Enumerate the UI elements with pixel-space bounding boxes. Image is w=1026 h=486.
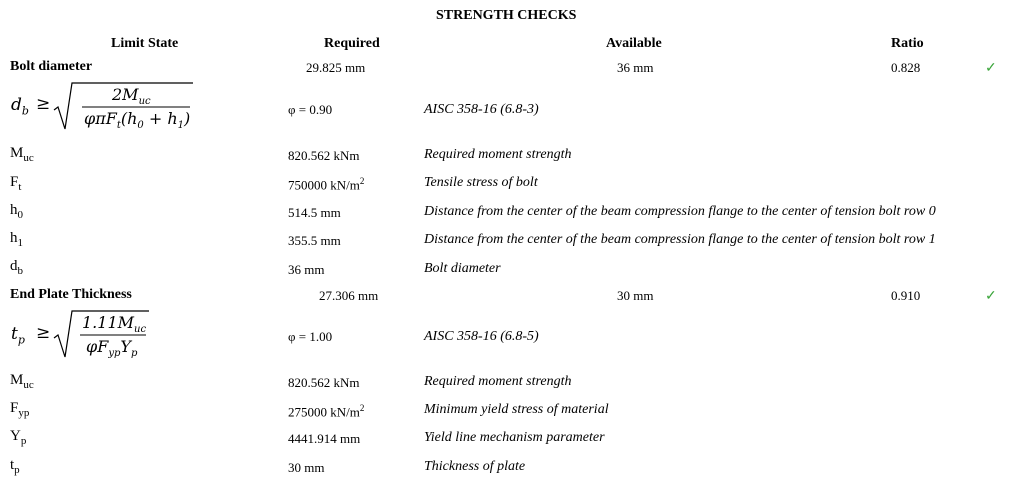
formula-lhs: d — [11, 95, 22, 115]
param-symbol-db: $d_b$ — [10, 258, 23, 277]
param-symbol-ft: $F_t$ — [10, 174, 22, 193]
plate-thickness-formula: $t_p$ ≥ $1.11M_{uc}$ $\varphi F_{yp}Y_p$ — [8, 308, 148, 360]
param-value-tp: 30 mm — [288, 460, 325, 475]
param-symbol-yp: $Y_p$ — [10, 428, 27, 447]
param-desc-tp: Thickness of plate — [424, 459, 526, 474]
header-required: Required — [324, 36, 380, 51]
param-desc-db: Bolt diameter — [424, 261, 501, 276]
plate-required-value: 27.306 mm — [319, 288, 379, 303]
plate-reference: AISC 358-16 (6.8-5) — [424, 329, 539, 344]
param-value-db: 36 mm — [288, 262, 325, 277]
bolt-diameter-formula — [8, 80, 194, 132]
param-value-muc: 820.562 kNm — [288, 148, 360, 163]
param-symbol-muc: $M_{uc}$ — [10, 145, 34, 164]
param-value-fyp: 275000 $kN/m^2$ — [288, 403, 365, 420]
param-desc-muc: Required moment strength — [424, 374, 572, 389]
formula-numerator: $1.11M_{uc}$ — [82, 313, 147, 336]
bolt-required-value: 29.825 mm — [306, 60, 366, 75]
geq-symbol: ≥ — [36, 323, 51, 343]
header-available: Available — [606, 36, 662, 51]
plate-check-name: End Plate Thickness — [10, 287, 132, 302]
header-ratio: Ratio — [891, 36, 924, 51]
param-symbol-tp: $t_p$ — [10, 457, 20, 476]
bolt-available-value: 36 mm — [617, 60, 654, 75]
bolt-reference: AISC 358-16 (6.8-3) — [424, 102, 539, 117]
bolt-check-name: Bolt diameter — [10, 59, 93, 74]
bolt-ratio-value: 0.828 — [891, 60, 921, 75]
plate-pass-check-icon: ✓ — [985, 289, 997, 304]
bolt-phi-factor: φ = 0.90 — [288, 102, 333, 117]
plate-phi-factor: φ = 1.00 — [288, 329, 333, 344]
param-desc-muc: Required moment strength — [424, 147, 572, 162]
page-title: STRENGTH CHECKS — [436, 8, 577, 23]
geq-symbol: ≥ — [36, 94, 51, 114]
plate-available-value: 30 mm — [617, 288, 654, 303]
param-value-muc: 820.562 kNm — [288, 375, 360, 390]
param-desc-h0: Distance from the center of the beam compression flange to the center of tension bolt row 0 — [424, 204, 936, 219]
param-symbol-fyp: $F_{yp}$ — [10, 400, 30, 419]
param-desc-fyp: Minimum yield stress of material — [424, 402, 609, 417]
param-desc-yp: Yield line mechanism parameter — [424, 430, 605, 445]
formula-denominator: $\varphi\pi F_t(h_0 + h_1)$ — [84, 109, 191, 132]
param-symbol-h0: $h_0$ — [10, 202, 23, 221]
param-value-yp: 4441.914 mm — [288, 431, 361, 446]
param-value-h1: 355.5 mm — [288, 233, 341, 248]
param-desc-ft: Tensile stress of bolt — [424, 175, 538, 190]
param-desc-h1: Distance from the center of the beam compression flange to the center of tension bolt row 1 — [424, 232, 936, 247]
param-value-h0: 514.5 mm — [288, 205, 341, 220]
param-symbol-muc: $M_{uc}$ — [10, 372, 34, 391]
plate-ratio-value: 0.910 — [891, 288, 921, 303]
bolt-pass-check-icon: ✓ — [985, 61, 997, 76]
param-value-ft: 750000 $kN/m^2$ — [288, 176, 365, 193]
formula-numerator: $2M_{uc}$ — [112, 85, 151, 108]
param-symbol-h1: $h_1$ — [10, 230, 23, 249]
header-limit-state: Limit State — [111, 36, 179, 51]
formula-lhs-sub: b — [21, 104, 29, 118]
formula-denominator: $\varphi F_{yp}Y_p$ — [86, 337, 138, 360]
